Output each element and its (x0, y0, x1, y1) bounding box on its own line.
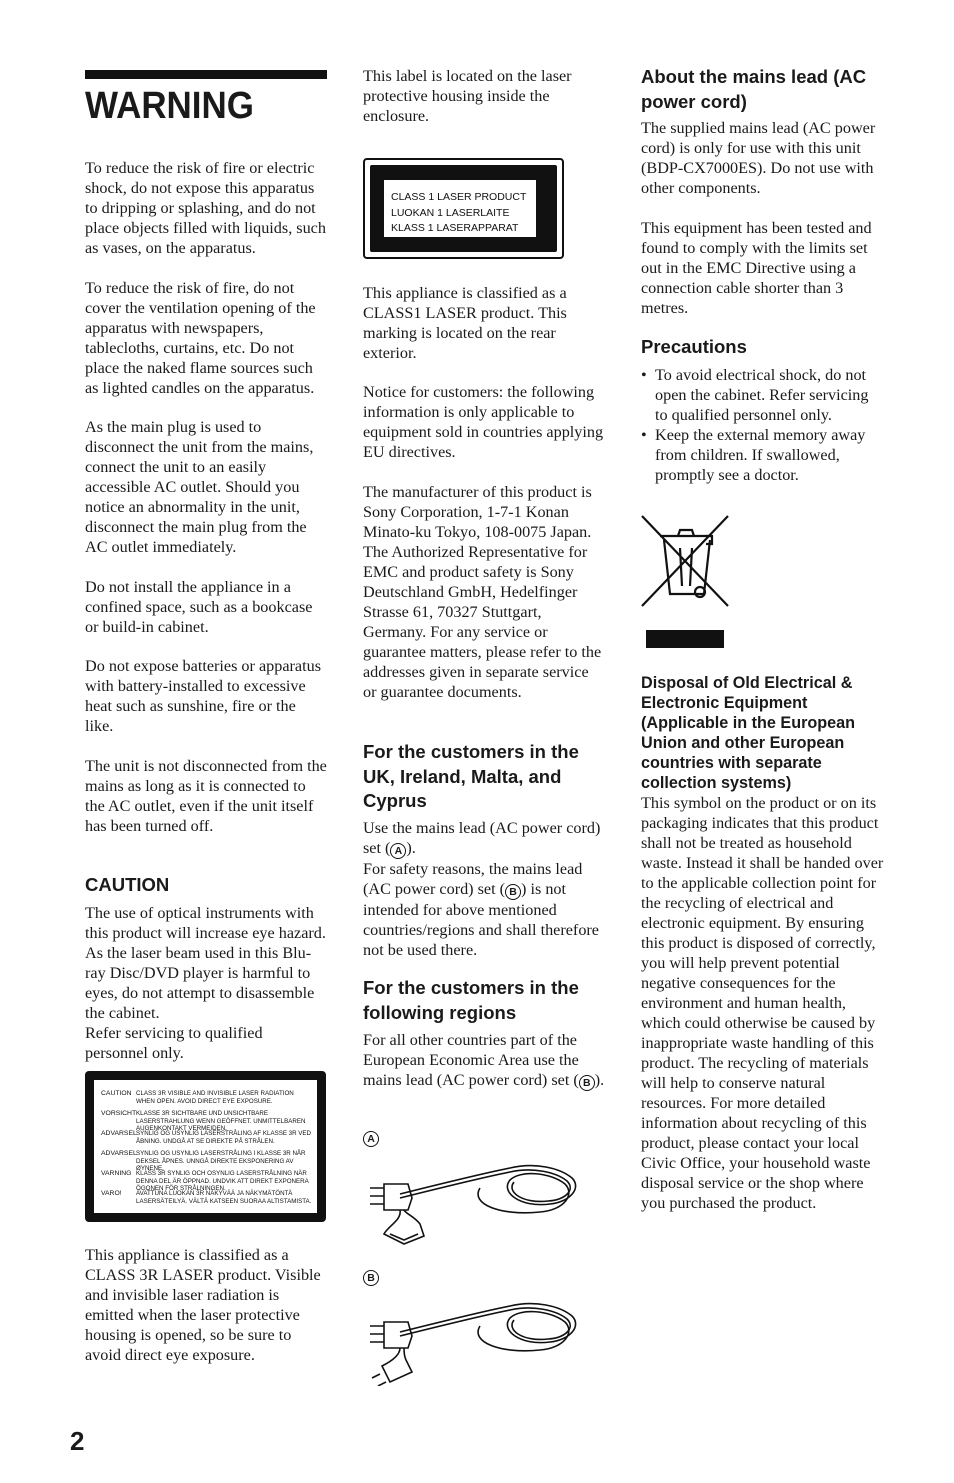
caution-label-key: VORSICHT (101, 1110, 137, 1117)
caution-label-key: CAUTION (101, 1090, 132, 1097)
class3r-text: This appliance is classified as a CLASS 3R LASER product. Visible and invisible laser radiation is emitted when the laser protective housing is opened, so be sure to avoid direct eye exposure. (85, 1246, 321, 1364)
uk-text-part: ) is not intended for above mentioned countries/regions and shall therefore not be used there. (363, 880, 599, 959)
caution-text: The use of optical instruments with this product will increase eye hazard. As the laser beam used in this Blu-ray Disc/DVD player is harmful to eyes, do not attempt to disassemble the cabinet. Refer servicing to qualified personnel only. (85, 904, 326, 1062)
caution-label-text: SYNLIG OG USYNLIG LASERSTRÅLING AF KLASSE 3R VED ÅBNING. UNDGÅ AT SE DIREKTE PÅ STRÅLEN. (136, 1130, 312, 1145)
class1-laser-label (363, 158, 564, 259)
class1-label-line: KLASS 1 LASERAPPARAT (391, 222, 519, 234)
label-location-text: This label is located on the laser protective housing inside the enclosure. (363, 67, 572, 125)
caution-heading: CAUTION (85, 874, 170, 895)
caution-label-text: AVATTUNA LUOKAN 3R NÄKYVÄÄ JA NÄKYMÄTÖNTÄ LASERSÄTEILYÄ. VÄLTÄ KATSEEN SUORAA ALTISTAMISTA. (136, 1190, 312, 1205)
class1-laser-label-text (384, 180, 536, 237)
caution-label-text: CLASS 3R VISIBLE AND INVISIBLE LASER RADIATION WHEN OPEN. AVOID DIRECT EYE EXPOSURE. (136, 1090, 294, 1105)
emc-text: This equipment has been tested and found to comply with the limits set out in the EMC Directive using a connection cable shorter than 3 metres. (641, 219, 872, 317)
warning-paragraph-4: Do not install the appliance in a confined space, such as a bookcase or build-in cabinet. (85, 578, 313, 636)
mains-heading: About the mains lead (AC power cord) (641, 66, 867, 112)
warning-paragraph-1: To reduce the risk of fire or electric shock, do not expose this apparatus to dripping or splashing, and do not place objects filled with liquids, such as vases, on the apparatus. (85, 159, 326, 257)
precaution-item: • Keep the external memory away from children. If swallowed, promptly see a doctor. (641, 425, 884, 485)
regions-heading: For the customers in the following regions (363, 977, 579, 1023)
mains-text: The supplied mains lead (AC power cord) is only for use with this unit (BDP-CX7000ES). Do not use with other components. (641, 119, 876, 197)
cord-b-mark-icon: B (363, 1270, 379, 1286)
caution-label-key: VARO! (101, 1190, 122, 1197)
class1-text: This appliance is classified as a CLASS1 LASER product. This marking is located on the rear exterior. (363, 284, 567, 362)
uk-text-part: ). (406, 839, 416, 857)
warning-paragraph-3: As the main plug is used to disconnect the unit from the mains, connect the unit to an easily accessible AC outlet. Should you notice an abnormality in the unit, disconnect the main plug from the AC outlet immediately. (85, 418, 314, 556)
page-number: 2 (70, 1426, 85, 1456)
warning-paragraph-2: To reduce the risk of fire, do not cover the ventilation opening of the apparatus with newspapers, tablecloths, curtains, etc. Do not place the naked flame sources such as lighted candles on the apparatus. (85, 279, 316, 397)
caution-label-key: VARNING (101, 1170, 132, 1177)
caution-laser-label (85, 1071, 326, 1222)
uk-power-cord-icon (360, 1154, 582, 1246)
precautions-heading: Precautions (641, 336, 747, 357)
disposal-heading: Disposal of Old Electrical & Electronic Equipment (Applicable in the European Union and other European countries with separate collection systems) (641, 674, 856, 792)
precautions-list (641, 365, 884, 485)
caution-label-key: ADVARSEL (101, 1150, 137, 1157)
caution-label-text: KLASSE 3R SICHTBARE UND UNSICHTBARE LASERSTRAHLUNG WENN GEÖFFNET. UNMITTELBAREN AUGENKONTAKT VERMEIDEN. (136, 1110, 306, 1132)
notice-text: Notice for customers: the following information is only applicable to equipment sold in countries applying EU directives. (363, 383, 604, 461)
mark-b-icon: B (579, 1075, 595, 1091)
weee-crossed-bin-icon (640, 514, 732, 650)
regions-text (363, 1030, 606, 1091)
precaution-item: • To avoid electrical shock, do not open the cabinet. Refer servicing to qualified personnel only. (641, 365, 884, 425)
class1-label-line: LUOKAN 1 LASERLAITE (391, 206, 510, 219)
eu-power-cord-icon (360, 1292, 582, 1386)
caution-label-key: ADVARSEL (101, 1130, 137, 1137)
uk-text (363, 818, 606, 960)
warning-title: WARNING (85, 85, 254, 127)
uk-heading: For the customers in the UK, Ireland, Malta, and Cyprus (363, 741, 579, 811)
regions-text-part: For all other countries part of the European Economic Area use the mains lead (AC power cord) set ( (363, 1031, 579, 1089)
warning-paragraph-6: The unit is not disconnected from the mains as long as it is connected to the AC outlet, even if the unit itself has been turned off. (85, 757, 327, 835)
cord-a-mark-icon: A (363, 1131, 379, 1147)
disposal-text: This symbol on the product or on its packaging indicates that this product shall not be treated as household waste. Instead it shall be handed over to the applicable collection point for the recycling of electrical and electronic equipment. By ensuring this product is disposed of correctly, you will help prevent potential negative consequences for the environment and human health, which could otherwise be caused by inappropriate waste handling of this product. The recycling of materials will help to conserve natural resources. For more detailed information about recycling of this product, please contact your local Civic Office, your household waste disposal service or the shop where you purchased the product. (641, 794, 884, 1212)
mark-a-icon: A (390, 843, 406, 859)
warning-paragraph-5: Do not expose batteries or apparatus with battery-installed to excessive heat such as sunshine, fire or the like. (85, 657, 321, 735)
mark-b-icon: B (505, 884, 521, 900)
regions-text-part: ). (594, 1071, 605, 1089)
class1-laser-label-frame (370, 165, 557, 252)
caution-laser-label-inner (94, 1080, 317, 1213)
class1-label-line: CLASS 1 LASER PRODUCT (391, 191, 527, 203)
uk-text-part: For safety reasons, the mains lead (AC power cord) set ( (363, 860, 583, 898)
manufacturer-text: The manufacturer of this product is Sony Corporation, 1-7-1 Konan Minato-ku Tokyo, 108-0075 Japan. The Authorized Representative for EMC and product safety is Sony Deutschland GmbH, Hedelfinger Strasse 61, 70327 Stuttgart, Germany. For any service or guarantee matters, please refer to the addresses given in separate service or guarantee documents. (363, 483, 602, 701)
uk-text-part: Use the mains lead (AC power cord) set ( (363, 819, 601, 857)
caution-label-text: SYNLIG OG USYNLIG LASERSTRÅLING I KLASSE 3R NÅR DEKSEL ÅPNES. UNNGÅ DIREKTE EKSPONERING AV ØYNENE. (136, 1150, 306, 1172)
warning-title-bar (85, 70, 327, 79)
caution-label-text: KLASS 3R SYNLIG OCH OSYNLIG LASERSTRÅLNING NÄR DENNA DEL ÄR ÖPPNAD. UNDVIK ATT DIREKT EXPONERA ÖGONEN FÖR STRÅLNINGEN. (136, 1170, 309, 1192)
